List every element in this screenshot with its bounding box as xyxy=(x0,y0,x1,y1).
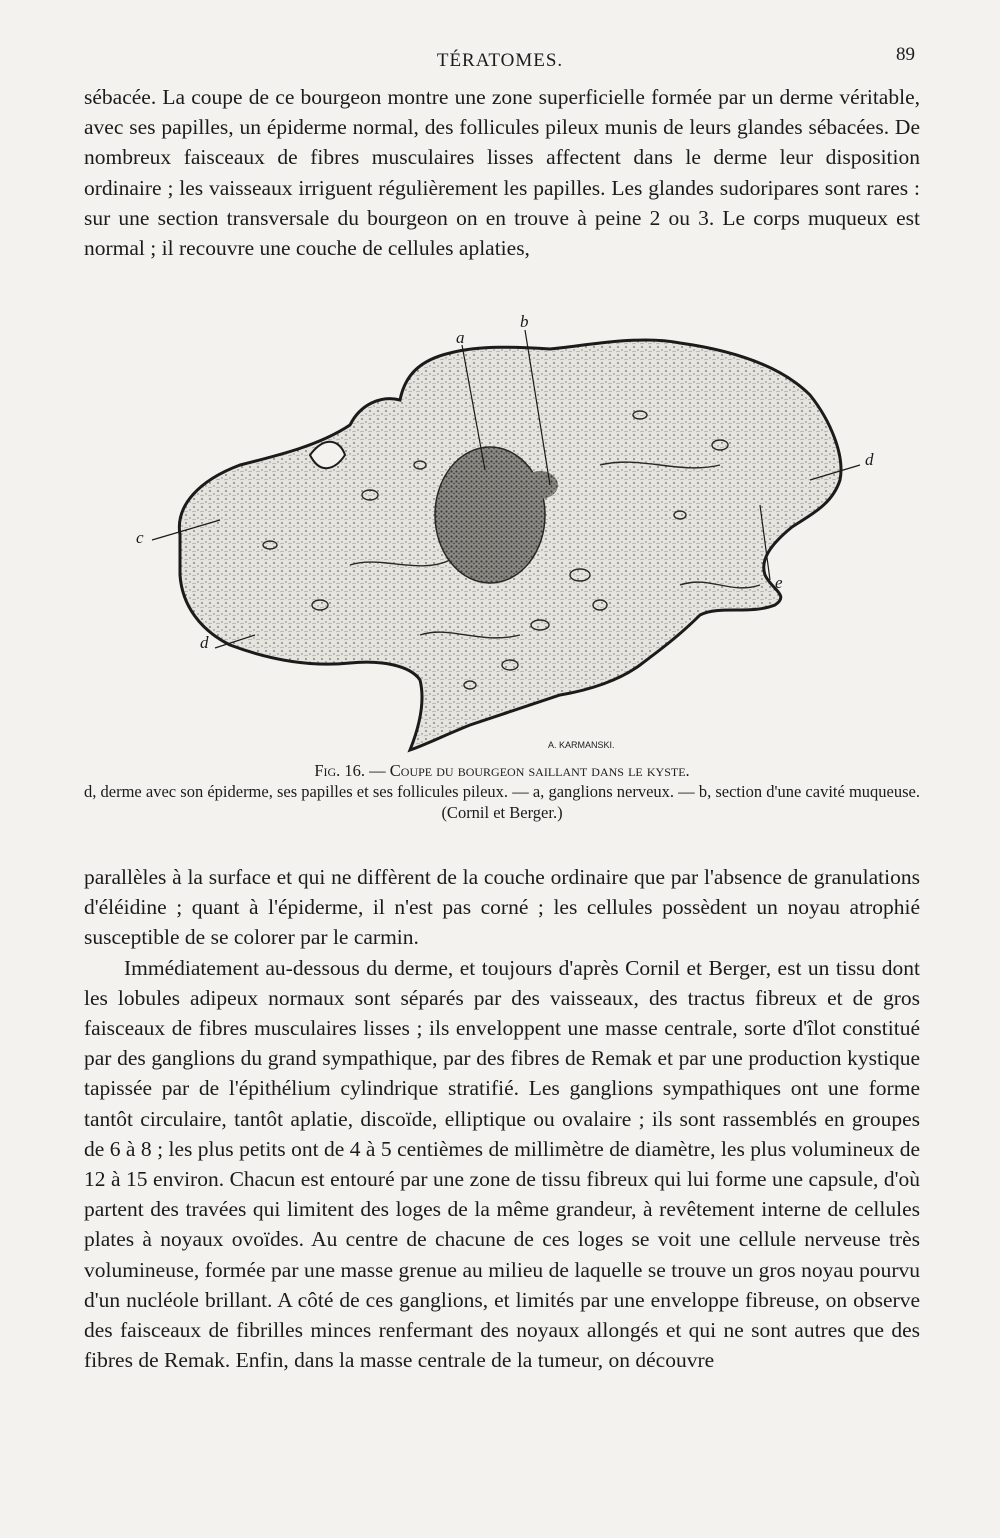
body-text-top xyxy=(84,82,920,263)
artist-signature: A. KARMANSKI. xyxy=(548,740,615,750)
body-text-bottom xyxy=(84,862,920,1375)
label-a: a xyxy=(456,328,465,347)
caption-legend: d, derme avec son épiderme, ses papilles et ses follicules pileux. — a, ganglions nerveux. — b, section d'une cavité muqueuse. (Cornil et Berger.) xyxy=(84,782,920,822)
caption-title: Fig. 16. — Coupe du bourgeon saillant dans le kyste. xyxy=(314,761,690,780)
label-c: c xyxy=(136,528,144,547)
paragraph: Immédiatement au-dessous du derme, et toujours d'après Cornil et Berger, est un tissu dont les lobules adipeux normaux sont séparés par des vaisseaux, des tractus fibreux et de gros faisceaux de fibres musculaires lisses ; ils enveloppent une masse centrale, sorte d'îlot constitué par des ganglions du grand sympathique, par des fibres de Remak et par une production kystique tapissée par de l'épithélium cylindrique stratifié. Les ganglions sympathiques ont une forme tantôt circulaire, tantôt aplatie, discoïde, elliptique ou ovalaire ; ils sont rassemblés en groupes de 6 à 8 ; les plus petits ont de 4 à 5 centièmes de millimètre de diamètre, les plus volumineux de 12 à 15 environ. Chacun est entouré par une zone de tissu fibreux qui lui forme une capsule, d'où partent des travées qui limitent des loges de la même grandeur, à revêtement interne de cellules plates à noyaux ovoïdes. Au centre de chacune de ces loges se voit une cellule nerveuse très volumineuse, formée par une masse grenue au milieu de laquelle se trouve un gros noyau pourvu d'un nucléole brillant. A côté de ces ganglions, et limités par une enveloppe fibreuse, on observe des faisceaux de fibrilles minces renfermant des noyaux allongés et qui ne sont autres que des fibres de Remak. Enfin, dans la masse centrale de la tumeur, on découvre xyxy=(84,955,920,1373)
label-b: b xyxy=(520,312,529,331)
label-e: e xyxy=(775,573,783,592)
ganglion-mass xyxy=(435,447,545,583)
label-d-right: d xyxy=(865,450,874,469)
figure-16 xyxy=(120,305,900,755)
histology-illustration xyxy=(120,305,900,755)
paragraph: sébacée. La coupe de ce bourgeon montre une zone superficielle formée par un derme véritable, avec ses papilles, un épiderme normal, des follicules pileux munis de leurs glandes sébacées. De nombreux faisceaux de fibres musculaires lisses affectent dans le derme leur disposition ordinaire ; les vaisseaux irriguent régulièrement les papilles. Les glandes sudoripares sont rares : sur une section transversale du bourgeon on en trouve à peine 2 ou 3. Le corps muqueux est normal ; il recouvre une couche de cellules aplaties, xyxy=(84,85,920,261)
label-d-lower: d xyxy=(200,633,209,652)
paragraph: parallèles à la surface et qui ne diffèrent de la couche ordinaire que par l'absence de granulations d'éléidine ; quant à l'épiderme, il n'est pas corné ; les cellules possèdent un noyau atrophié susceptible de se colorer par le carmin. xyxy=(84,865,920,950)
figure-caption xyxy=(84,760,920,823)
running-head: TÉRATOMES. xyxy=(436,50,564,71)
page-number: 89 xyxy=(896,44,915,65)
